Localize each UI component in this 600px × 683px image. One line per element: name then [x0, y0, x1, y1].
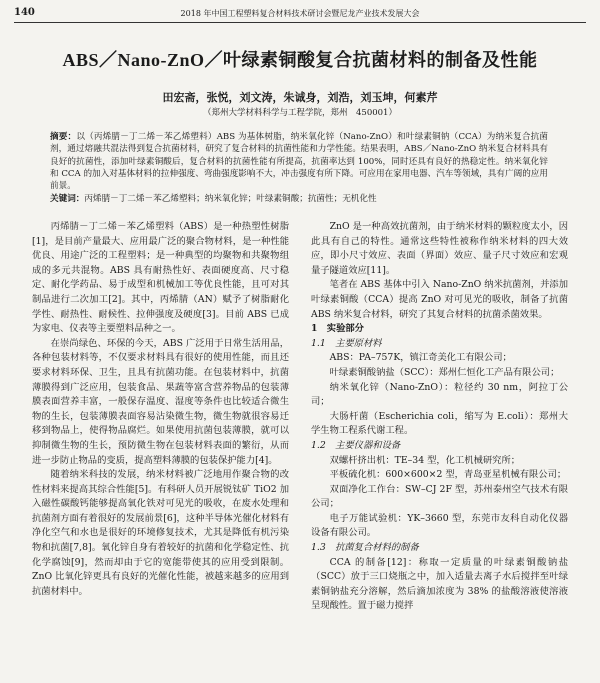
- material-item: 纳米氧化锌（Nano-ZnO）：粒径约 30 nm，阿拉丁公司；: [311, 381, 568, 408]
- subsection-heading: 1.1 主要原材料: [311, 337, 382, 349]
- subsection-heading: 1.3 抗菌复合材料的制备: [311, 542, 419, 554]
- material-item: ABS：PA–757K，镇江奇美化工有限公司；: [329, 352, 512, 364]
- page-number: 140: [14, 7, 35, 18]
- journal-title: 2018 年中国工程塑料复合材料技术研讨会暨尼龙产业技术发展大会: [180, 9, 420, 18]
- keywords-label: 关键词：: [50, 194, 85, 204]
- paragraph: CCA 的制备[12]：称取一定质量的叶绿素铜酸钠盐（SCC）放于三口烧瓶之中，加入适量去离子水后搅拌至叶绿素铜钠盐充分溶解，然后滴加浓度为 38% 的盐酸溶液使溶液呈现酸性。置于磁力搅拌: [311, 556, 568, 612]
- abstract-text: 以（丙烯腈－丁二烯－苯乙烯塑料）ABS 为基体树脂，纳米氧化锌（Nano-ZnO）和叶绿素铜钠（CCA）为纳米复合抗菌剂，通过熔融共混法得到复合抗菌材料，研究了复合材料的抗菌性能和力学性能。结果表明，ABS／Nano-ZnO 纳米复合材料具有良好的抗菌性，添加叶绿素铜酸后，复合材料的抗菌性能有所提高，抗菌率达到 100%，同时还具有良好的热稳定性。纳米氧化锌和 CCA 的加入对基体材料的拉伸强度、弯曲强度影响不大，冲击强度有所下降。可应用在家用电器、汽车等领域，具有广阔的应用前景。: [50, 132, 548, 192]
- author-list: 田宏斋，张悦，刘文涛，朱诚身，刘浩，刘玉坤，何素芹: [162, 91, 438, 104]
- material-item: 双面净化工作台：SW–CJ 2F 型，苏州泰州空气技术有限公司；: [311, 483, 568, 510]
- abstract: [50, 131, 548, 192]
- material-item: 叶绿素铜酸钠盐（SCC）：郑州仁恒化工产品有限公司；: [329, 366, 560, 378]
- paragraph: 在崇尚绿色、环保的今天，ABS 广泛用于日常生活用品，各种包装材料等，不仅要求材料具有很好的使用性能，而且还要求材料环保、卫生，且具有抗菌功能。在包装材料中，抗菌薄膜得到广泛应用，包装食品、果蔬等富含营养物品的包装薄膜表面营养丰富，一般保存温度、湿度等条件也比较适合微生物的生长，包装薄膜表面容易沾染微生物，微生物就很容易迁移到物品上，使得物品腐烂。如果使用抗菌包装薄膜，就可以抑制微生物的生长，预防微生物在包装材料表面的繁衍，从而进一步防止物品的变质，提高塑料薄膜的包装保护能力[4]。: [32, 337, 289, 466]
- material-item: 双螺杆挤出机：TE–34 型，化工机械研究所；: [329, 454, 521, 466]
- body-column-left: [32, 220, 289, 599]
- material-item: 电子万能试验机：YK–3660 型，东莞市友科自动化仪器设备有限公司。: [311, 512, 568, 539]
- material-item: 大肠杆菌（Escherichia coli，缩写为 E.coli）：郑州大学生物工程系代谢工程。: [311, 410, 568, 437]
- affiliation: （郑州大学材料科学与工程学院，郑州 450001）: [203, 108, 397, 118]
- article-title: ABS／Nano-ZnO／叶绿素铜酸复合抗菌材料的制备及性能: [62, 50, 538, 70]
- paragraph: 随着纳米科技的发展，纳米材料被广泛地用作聚合物的改性材料来提高其综合性能[5]。有科研人员开展锐钛矿 TiO2 加入磁性碳酸钙能够提高氧化铁对可见光的吸收，在废水处理和抗菌剂方面有着很好的发展前景[6]，这种半导体光催化材料有净化空气和水也是很好的环境修复技术，尤其是降低有机污染物和抗菌[7,8]。氧化锌自身有着较好的抗菌和化学稳定性、抗化学腐蚀[9]，然而却由于它的宽能带使其的应用受到限制。ZnO 比氧化锌更具有良好的光催化性能，被越来越多的应用到抗菌材料中。: [32, 469, 289, 597]
- section-heading: 1 实验部分: [311, 323, 364, 335]
- subsection-heading: 1.2 主要仪器和设备: [311, 439, 401, 451]
- paragraph: 笔者在 ABS 基体中引入 Nano-ZnO 纳米抗菌剂，并添加叶绿素铜酸（CCA）提高 ZnO 对可见光的吸收，制备了抗菌 ABS 纳米复合材料，研究了其复合材料的抗菌杀菌效果。: [311, 279, 568, 320]
- keywords: [50, 193, 548, 205]
- material-item: 平板硫化机：600×600×2 型，青岛亚星机械有限公司；: [329, 469, 567, 481]
- paragraph: ZnO 是一种高效抗菌剂，由于纳米材料的颗粒度太小，因此具有自己的特性。通常这些特性被称作纳米材料的四大效应，即小尺寸效应、表面（界面）效应、量子尺寸效应和宏观量子隧道效应[11]。: [311, 221, 568, 276]
- paragraph: 丙烯腈－丁二烯－苯乙烯塑料（ABS）是一种热塑性树脂[1]，是目前产量最大、应用最广泛的聚合物材料，是一种性能优良、用途广泛的工程塑料；是一种典型的均聚物和共聚物组成的多元共混物。ABS 具有耐热性好、表面硬度高、尺寸稳定、耐化学药品、易于成型和机械加工等优良性能，且可对其制品进行二次加工[2]。其中，丙烯腈（AN）赋予了树脂耐化学性、耐热性、耐候性、拉伸强度及硬度[3]。目前 ABS 已成为家电、仪表等主要塑料品种之一。: [32, 221, 289, 335]
- running-header: [14, 6, 586, 23]
- keywords-text: 丙烯腈－丁二烯－苯乙烯塑料；纳米氧化锌；叶绿素铜酸；抗菌性；无机化性: [84, 194, 377, 204]
- body-column-right: [311, 220, 568, 614]
- abstract-label: 摘要：: [50, 132, 77, 142]
